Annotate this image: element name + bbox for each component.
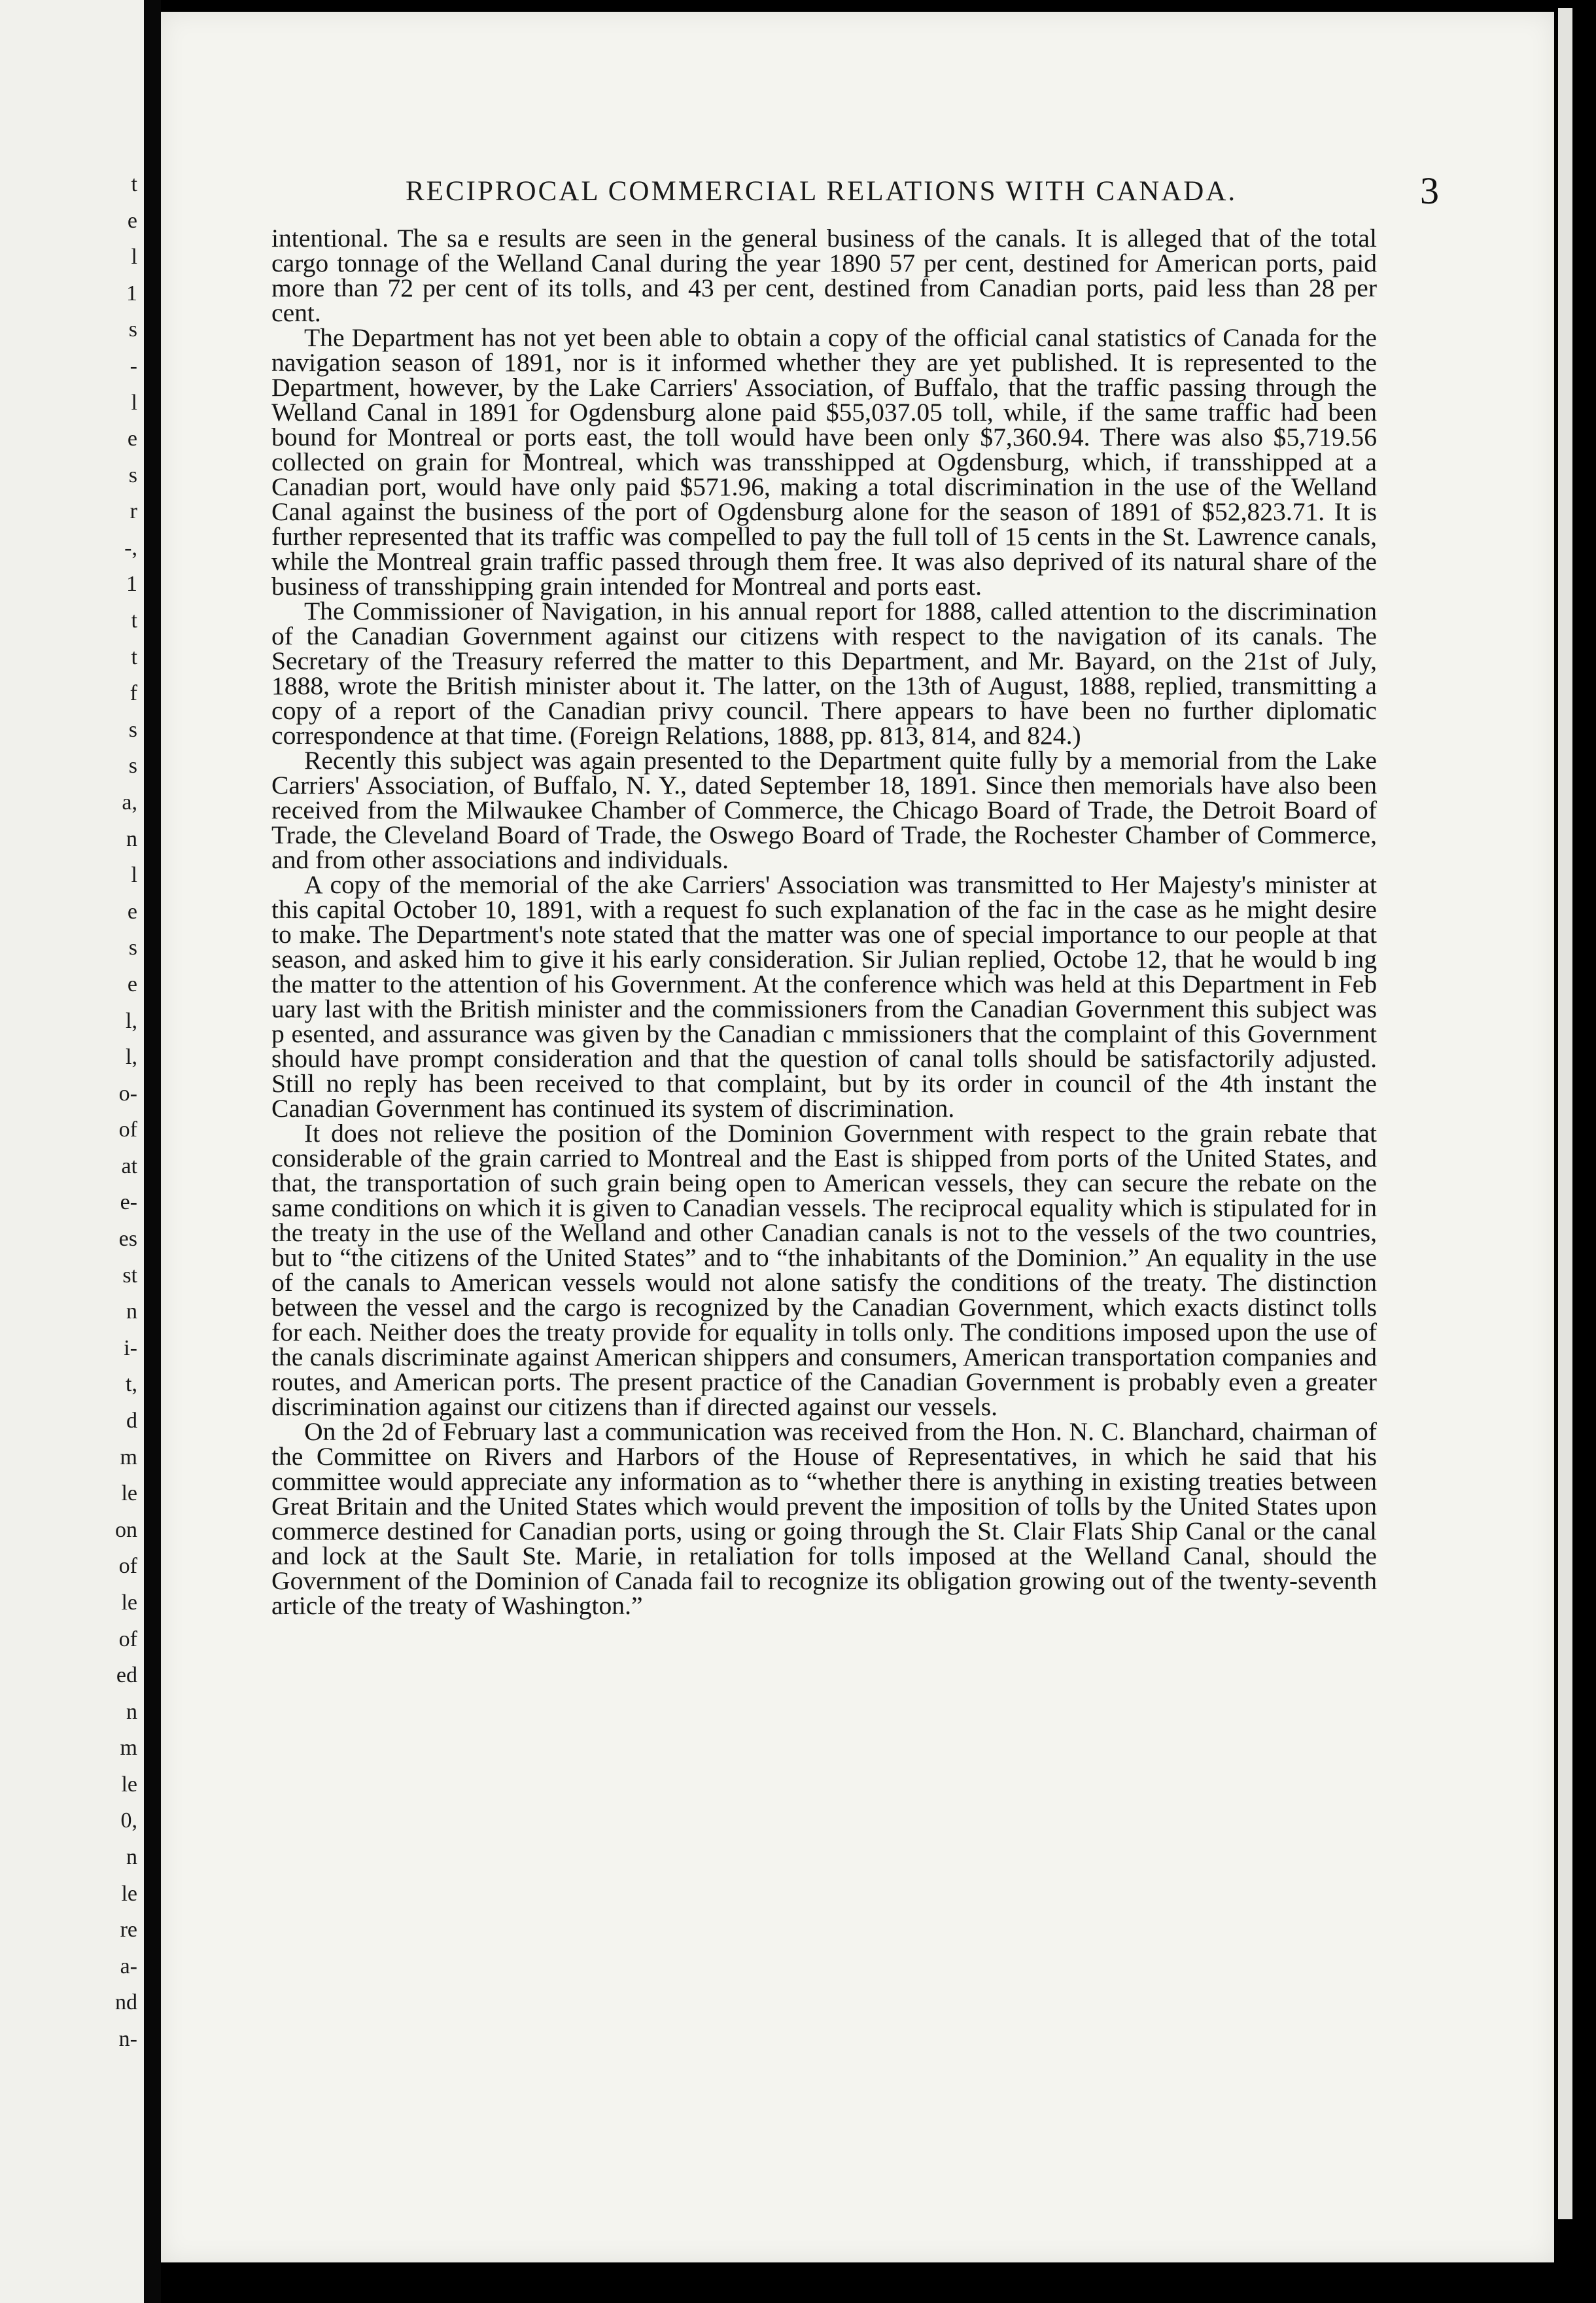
body-text <box>271 226 1377 1618</box>
margin-fragment: of <box>118 1627 137 1651</box>
margin-fragment: ed <box>116 1663 137 1687</box>
margin-fragment: l <box>131 391 137 415</box>
margin-fragment: le <box>121 1882 137 1906</box>
margin-fragment: nd <box>115 1990 137 2014</box>
page-header <box>255 169 1439 221</box>
page-number: 3 <box>1420 169 1439 212</box>
margin-fragment: n <box>126 827 137 851</box>
margin-fragment: t <box>131 608 137 633</box>
paragraph: It does not relieve the position of the Dominion Government with respect to the grain rebate that considerable of the grain carried to Montreal and the East is shipped from ports of the United States, and that, the transportation of such grain being open to American vessels, they can secure the rebate on the same conditions on which it is given to Canadian vessels. The reciprocal equality which is stipulated for in the treaty in the use of the Welland and other Canadian canals is not to the vessels of the two countries, but to “the citizens of the United States” and to “the inhabitants of the Dominion.” An equality in the use of the canals to American vessels would not alone satisfy the conditions of the treaty. The distinction between the vessel and the cargo is recognized by the Canadian Government, which exacts distinct tolls for each. Neither does the treaty provide for equality in tolls only. The conditions imposed upon the use of the canals discriminate against American shippers and consumers, American transportation companies and routes, and American ports. The present practice of the Canadian Government is probably even a greater discrimination against our citizens than if directed against our vessels. <box>271 1119 1377 1421</box>
margin-fragment: a, <box>122 790 137 815</box>
adjacent-page <box>0 0 144 2303</box>
margin-fragment: t <box>131 645 137 669</box>
margin-fragment: m <box>120 1736 137 1760</box>
margin-fragment: a- <box>120 1954 137 1978</box>
margin-fragment: l, <box>126 1045 137 1069</box>
margin-fragment: e- <box>120 1190 137 1214</box>
margin-fragment: of <box>118 1554 137 1578</box>
margin-fragment: e <box>127 209 137 233</box>
margin-fragment: st <box>122 1263 137 1288</box>
margin-fragment: 1 <box>126 572 137 596</box>
margin-fragment: d <box>126 1409 137 1433</box>
margin-fragment: n- <box>118 2027 137 2051</box>
paragraph: A copy of the memorial of the ake Carriers' Association was transmitted to Her Majesty's minister at this capital October 10, 1891, with a request fo such explanation of the fac in the case as he might desire to make. The Department's note stated that the matter was one of special importance to our people at that season, and asked him to give it his early consideration. Sir Julian replied, Octobe 12, that he would b ing the matter to the attention of his Government. At the conference which was held at this Department in Feb uary last with the British minister and the commissioners from the Canadian Government this subject was p esented, and assurance was given by the Canadian c mmissioners that the complaint of this Government should have prompt consideration and that the question of canal tolls should be satisfactorily adjusted. Still no reply has been received to that complaint, but by its order in council of the 4th instant the Canadian Government has continued its system of discrimination. <box>271 870 1377 1123</box>
margin-fragment: s <box>128 718 137 742</box>
margin-fragment: l <box>131 245 137 269</box>
margin-fragment: le <box>121 1481 137 1505</box>
margin-fragment: 1 <box>126 281 137 306</box>
running-head: RECIPROCAL COMMERCIAL RELATIONS WITH CANADA. <box>406 176 1238 207</box>
page-edge-strip <box>1558 8 1572 2219</box>
margin-fragment: s <box>128 754 137 778</box>
adjacent-page-fragments <box>0 0 144 2303</box>
margin-fragment: t <box>131 172 137 196</box>
margin-fragment: r <box>130 499 137 523</box>
margin-fragment: s <box>128 317 137 342</box>
paragraph: The Department has not yet been able to obtain a copy of the official canal statistics of Canada for the navigation season of 1891, nor is it informed whether they are yet published. It is represented to the Department, however, by the Lake Carriers' Association, of Buffalo, that the traffic passing through the Welland Canal in 1891 for Ogdensburg alone paid $55,037.05 toll, while, if the same traffic had been bound for Montreal or ports east, the toll would have been only $7,360.94. There was also $5,719.56 collected on grain for Montreal, which was transshipped at Ogdensburg, which, if transshipped at a Canadian port, would have only paid $571.96, making a total discrimination in the use of the Welland Canal against the business of the port of Ogdensburg alone for the season of 1891 of $52,823.71. It is further represented that its traffic was compelled to pay the full toll of 15 cents in the St. Lawrence canals, while the Montreal grain traffic passed through them free. It was also deprived of its natural share of the business of transshipping grain intended for Montreal and ports east. <box>271 323 1377 601</box>
margin-fragment: re <box>120 1918 137 1942</box>
margin-fragment: l <box>131 863 137 887</box>
binding-gutter <box>144 0 161 2303</box>
margin-fragment: o- <box>118 1081 137 1106</box>
margin-fragment: le <box>121 1772 137 1797</box>
paragraph: Recently this subject was again presented to the Department quite fully by a memorial from the Lake Carriers' Association, of Buffalo, N. Y., dated September 18, 1891. Since then memorials have also been received from the Milwaukee Chamber of Commerce, the Chicago Board of Trade, the Detroit Board of Trade, the Cleveland Board of Trade, the Oswego Board of Trade, the Rochester Chamber of Commerce, and from other associations and individuals. <box>271 746 1377 874</box>
margin-fragment: on <box>115 1518 137 1542</box>
margin-fragment: le <box>121 1591 137 1615</box>
margin-fragment: n <box>126 1299 137 1324</box>
margin-fragment: i- <box>124 1336 137 1360</box>
margin-fragment: s <box>128 936 137 960</box>
margin-fragment: m <box>120 1445 137 1469</box>
paragraph: The Commissioner of Navigation, in his annual report for 1888, called attention to the discrimination of the Canadian Government against our citizens with respect to the navigation of its canals. The Secretary of the Treasury referred the matter to this Department, and Mr. Bayard, on the 21st of July, 1888, wrote the British minister about it. The latter, on the 13th of August, 1888, replied, transmitting a copy of a report of the Canadian privy council. There appears to have been no further diplomatic correspondence at that time. (Foreign Relations, 1888, pp. 813, 814, and 824.) <box>271 597 1377 750</box>
margin-fragment: -, <box>124 536 137 560</box>
margin-fragment: n <box>126 1700 137 1724</box>
margin-fragment: of <box>118 1117 137 1142</box>
margin-fragment: es <box>118 1227 137 1251</box>
margin-fragment: 0, <box>120 1808 137 1833</box>
margin-fragment: e <box>127 972 137 996</box>
margin-fragment: at <box>121 1154 137 1178</box>
margin-fragment: n <box>126 1845 137 1869</box>
margin-fragment: f <box>130 681 137 705</box>
paragraph: intentional. The sa e results are seen in the general business of the canals. It is alleged that of the total cargo tonnage of the Welland Canal during the year 1890 57 per cent, destined for American ports, paid more than 72 per cent of its tolls, and 43 per cent, destined from Canadian ports, paid less than 28 per cent. <box>271 224 1377 327</box>
margin-fragment: e <box>127 900 137 924</box>
margin-fragment: l, <box>126 1009 137 1033</box>
margin-fragment: t, <box>126 1372 137 1396</box>
margin-fragment: e <box>127 427 137 451</box>
paragraph: On the 2d of February last a communication was received from the Hon. N. C. Blanchard, chairman of the Committee on Rivers and Harbors of the House of Representatives, in which he said that his committee would appreciate any information as to “whether there is anything in existing treaties between Great Britain and the United States which would prevent the imposition of tolls by the United States upon commerce destined for Canadian ports, using or going through the St. Clair Flats Ship Canal or the canal and lock at the Sault Ste. Marie, in retaliation for tolls imposed at the Welland Canal, should the Government of the Dominion of Canada fail to recognize its obligation growing out of the twenty-seventh article of the treaty of Washington.” <box>271 1417 1377 1620</box>
margin-fragment: - <box>130 354 137 378</box>
margin-fragment: s <box>128 463 137 487</box>
